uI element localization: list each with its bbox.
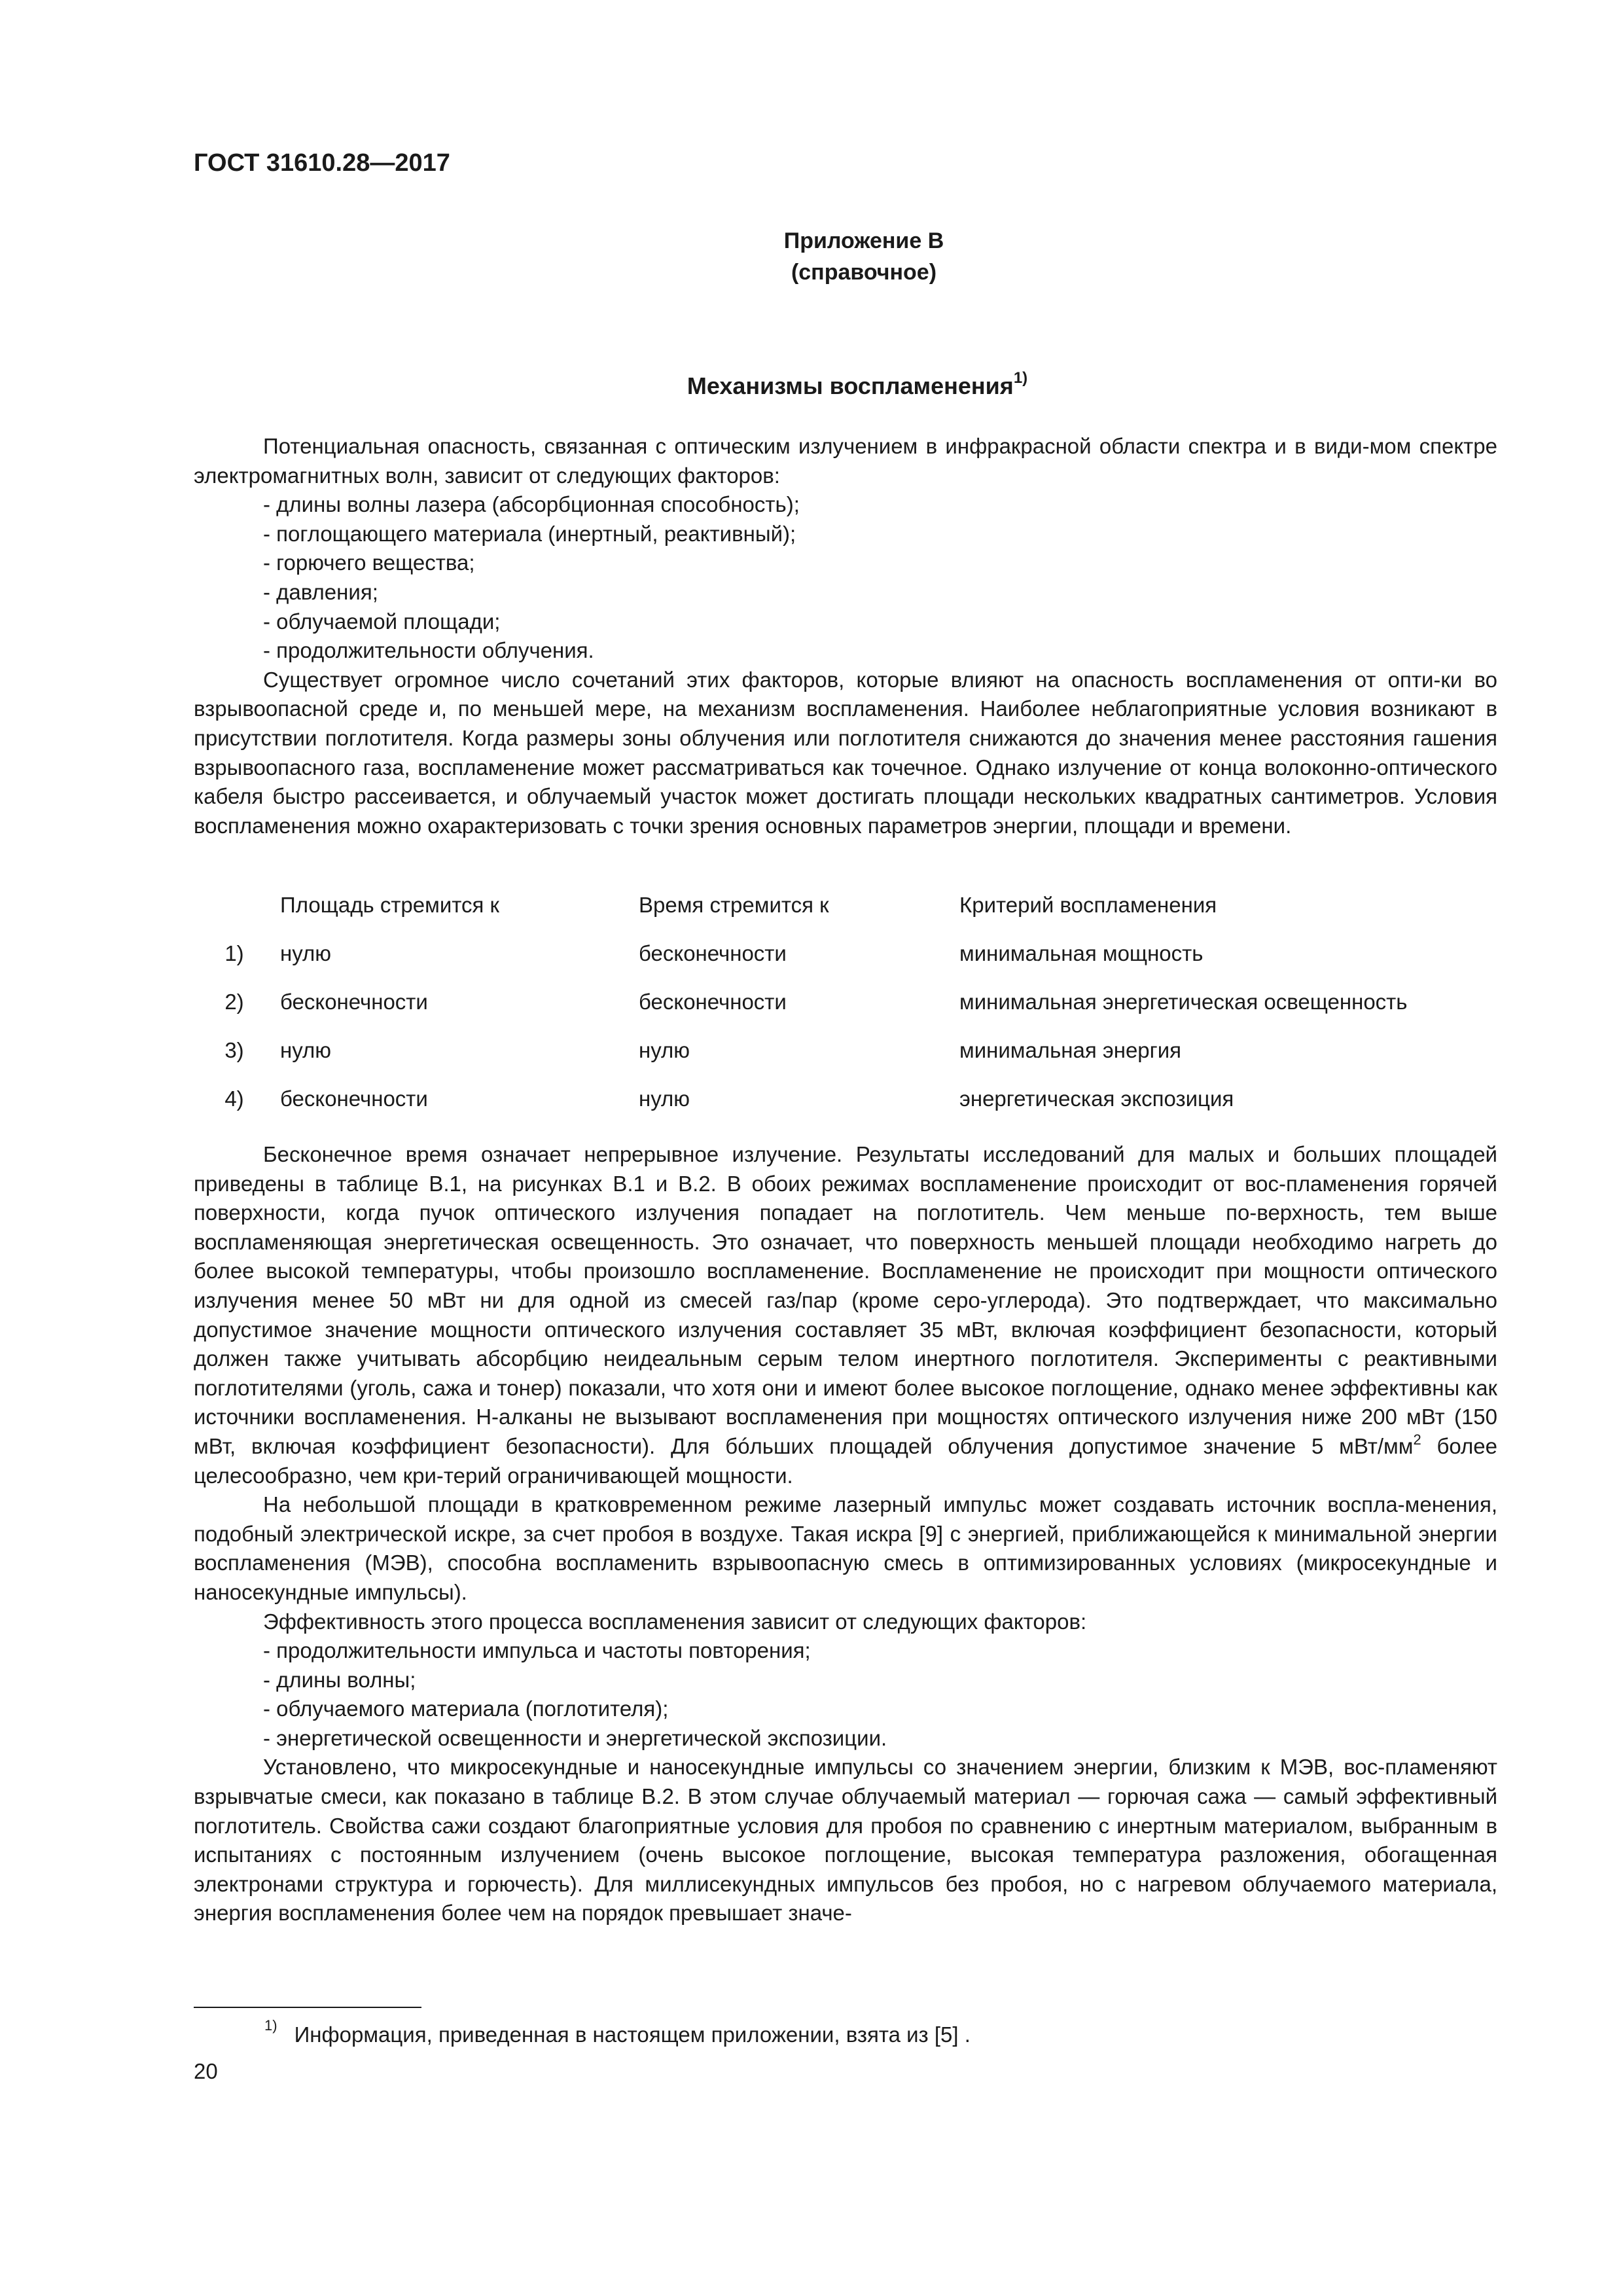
factor-item: - продолжительности импульса и частоты повторения;: [194, 1636, 1497, 1666]
factor-list: [194, 490, 1497, 666]
factor-item: - облучаемого материала (поглотителя);: [194, 1695, 1497, 1724]
factor-item: - продолжительности облучения.: [194, 636, 1497, 666]
footnote-divider: [194, 2007, 421, 2008]
factor-item: - поглощающего материала (инертный, реактивный);: [194, 520, 1497, 549]
row-number: 4): [224, 1086, 244, 1111]
area-cell: нулю: [280, 1038, 332, 1062]
factor-item: - длины волны;: [194, 1666, 1497, 1695]
table-header-cell: Критерий воспламенения: [959, 893, 1217, 917]
factor-item: - облучаемой площади;: [194, 607, 1497, 637]
area-cell: бесконечности: [280, 990, 428, 1014]
table-row: [194, 1075, 1497, 1123]
row-number: 1): [224, 941, 244, 965]
ignition-criteria-table: [194, 881, 1497, 1123]
footnote-mark: 1): [264, 2017, 277, 2034]
criterion-cell: минимальная энергия: [959, 1038, 1181, 1062]
table-row: [194, 929, 1497, 978]
appendix-subtitle: (справочное): [791, 260, 937, 285]
row-number: 2): [224, 990, 244, 1014]
table-row: [194, 978, 1497, 1026]
paragraph-text: Бесконечное время означает непрерывное излучение. Результаты исследований для малых и больших площадей приведены в таблице В.1, на рисунках В.1 и В.2. В обоих режимах воспламенение происходит от вос-пламенения горячей поверхности, когда пучок оптического излучения попадает на поглотитель. Чем меньше по-верхность, тем выше воспламеняющая энергетическая освещенность. Это означает, что поверхность меньшей площади необходимо нагреть до более высокой температуры, чтобы произошло воспламенение. Воспламенение не происходит при мощности оптического излучения менее 50 мВт ни для одной из смесей газ/пар (кроме серо-углерода). Это подтверждает, что максимально допустимое значение мощности оптического излучения составляет 35 мВт, включая коэффициент безопасности, который должен также учитывать абсорбцию неидеальным серым телом инертного поглотителя. Эксперименты с реактивными поглотителями (уголь, сажа и тонер) показали, что хотя они и имеют более высокое поглощение, однако менее эффективны как источники воспламенения. Н-алканы не вызывают воспламенения при мощностях оптического излучения ниже 200 мВт (150 мВт, включая коэффициент безопасности). Для бóльших площадей облучения допустимое значение 5 мВт/мм: [194, 1142, 1497, 1458]
combinations-paragraph: Существует огромное число сочетаний этих факторов, которые влияют на опасность воспламенения от опти-ки во взрывоопасной среде и, по меньшей мере, на механизм воспламенения. Наиболее неблагоприятные условия возникают в присутствии поглотителя. Когда размеры зоны облучения или поглотителя снижаются до значения менее расстояния гашения взрывоопасного газа, воспламенение может рассматриваться как точечное. Однако излучение от конца волоконно-оптического кабеля быстро рассеивается, и облучаемый участок может достигать площади нескольких квадратных сантиметров. Условия воспламенения можно охарактеризовать с точки зрения основных параметров энергии, площади и времени.: [194, 667, 1497, 838]
paragraph-text: более целесообразно, чем кри-терий ограничивающей мощности.: [194, 1433, 1497, 1488]
table-header-cell: [194, 881, 275, 929]
criterion-cell: минимальная мощность: [959, 941, 1204, 965]
table-row: [194, 1026, 1497, 1075]
factor-item: - энергетической освещенности и энергетической экспозиции.: [194, 1724, 1497, 1753]
factor-item: - длины волны лазера (абсорбционная способность);: [194, 490, 1497, 520]
pulse-factor-list: [194, 1636, 1497, 1753]
criterion-cell: энергетическая экспозиция: [959, 1086, 1234, 1111]
findings-paragraph: Установлено, что микросекундные и наносекундные импульсы со значением энергии, близким к МЭВ, вос-пламеняют взрывчатые смеси, как показано в таблице В.2. В этом случае облучаемый материал — горючая сажа — самый эффективный поглотитель. Свойства сажи создают благоприятные условия для пробоя по сравнению с инертным материалом, выбранным в испытаниях с постоянным излучением (очень высокое поглощение, высокая температура разложения, обогащенная электронами структура и горючесть). Для миллисекундных импульсов без пробоя, но с нагревом облучаемого материала, энергия воспламенения более чем на порядок превышает значе-: [194, 1755, 1497, 1926]
results-section: [194, 1140, 1497, 1928]
factor-item: - горючего вещества;: [194, 548, 1497, 578]
appendix-heading: [681, 225, 1047, 288]
superscript: 2: [1413, 1431, 1421, 1448]
time-cell: нулю: [639, 1038, 690, 1062]
page-number: 20: [194, 2059, 218, 2083]
criterion-cell: минимальная энергетическая освещенность: [959, 990, 1408, 1014]
row-number: 3): [224, 1038, 244, 1062]
document-code: ГОСТ 31610.28—2017: [194, 149, 450, 177]
factor-item: - давления;: [194, 578, 1497, 607]
area-cell: бесконечности: [280, 1086, 428, 1111]
section-title-text: Механизмы воспламенения: [687, 372, 1014, 399]
time-cell: бесконечности: [639, 941, 787, 965]
table-header-cell: Время стремится к: [639, 893, 829, 917]
time-cell: нулю: [639, 1086, 690, 1111]
intro-paragraph: Потенциальная опасность, связанная с оптическим излучением в инфракрасной области спектра и в види-мом спектре электромагнитных волн, зависит от следующих факторов:: [194, 434, 1497, 488]
footnote-reference[interactable]: 1): [1013, 369, 1028, 387]
footnote-text: Информация, приведенная в настоящем приложении, взята из [5] .: [294, 2022, 971, 2047]
appendix-title: Приложение В: [783, 228, 944, 253]
time-cell: бесконечности: [639, 990, 787, 1014]
footnote: [264, 2017, 971, 2047]
efficiency-paragraph: Эффективность этого процесса воспламенения зависит от следующих факторов:: [263, 1609, 1087, 1634]
pulse-paragraph: На небольшой площади в кратковременном режиме лазерный импульс может создавать источник воспла-менения, подобный электрической искре, за счет пробоя в воздухе. Такая искра [9] с энергией, приближающейся к минимальной энергии воспламенения (МЭВ), способна воспламенить взрывоопасную смесь в оптимизированных условиях (микросекундные и наносекундные импульсы).: [194, 1492, 1497, 1604]
area-cell: нулю: [280, 941, 332, 965]
intro-section: [194, 432, 1497, 840]
table-header-row: [194, 881, 1497, 929]
section-title: [497, 369, 1217, 400]
continuous-radiation-paragraph: [194, 1140, 1497, 1490]
table-header-cell: Площадь стремится к: [280, 893, 499, 917]
